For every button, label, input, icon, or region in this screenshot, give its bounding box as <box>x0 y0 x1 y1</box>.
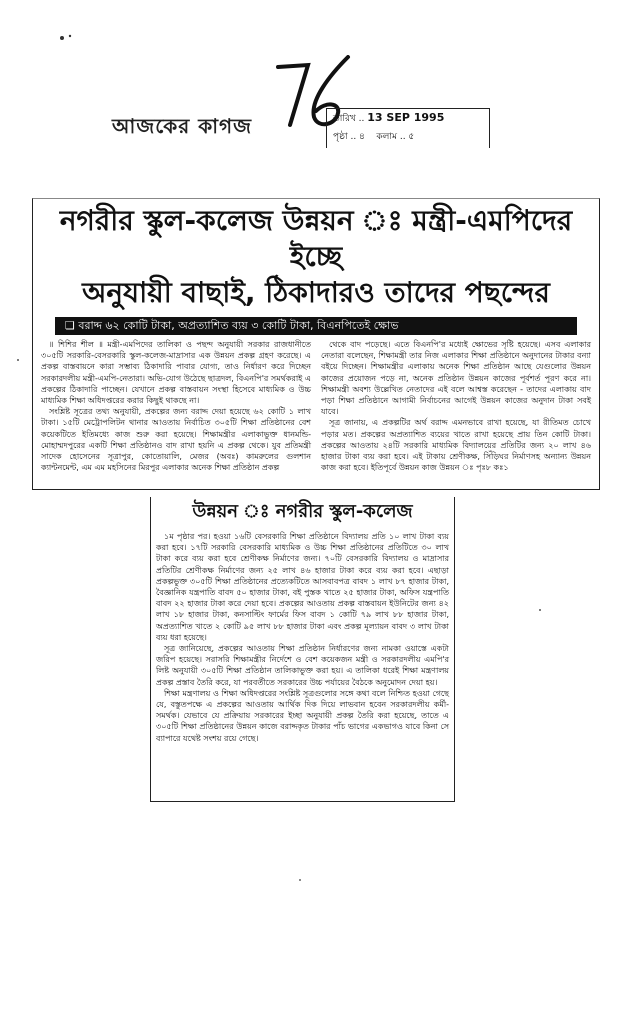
paragraph: ১ম পৃষ্ঠার পর। হওয়া ১৬টি বেসরকারি শিক্ষা প্রতিষ্ঠানে বিদ্যালয় প্রতি ১০ লাখ টাকা ব্যয় করা হবে। ১৭টি সরকারি বেসরকারি মাধ্যমিক ও উচ্চ শিক্ষা প্রতিষ্ঠানের প্রতিটিতে ৩০ লাখ টাকা করে ব্যয় করা হবে শ্রেণীকক্ষ নির্মাণের জন্য। ৭০টি বেসরকারি বিদ্যালয় ও মাদ্রাসার প্রতিটির শ্রেণীকক্ষ নির্মাণের জন্য ২৫ লাখ ৪৬ হাজার টাকা করে ব্যয় করা হবে। এছাড়া প্রকল্পভুক্ত ৩০৫টি শিক্ষা প্রতিষ্ঠানের প্রত্যেকটিতে আসবাবপত্র বাবদ ১ লাখ ৮৭ হাজার টাকা, বৈজ্ঞানিক যন্ত্রপাতি বাবদ ৫০ হাজার টাকা, বই পুস্তক খাতে ২৫ হাজার টাকা, অফিস যন্ত্রপাতি বাবদ ২২ হাজার টাকা করে দেয়া হবে। প্রকল্পের আওতায় প্রকল্প বাস্তবায়ন ইউনিটের জন্য ৪২ লাখ ১৮ হাজার টাকা, কনসাল্টিং ফার্মের ফিস বাবদ ১ কোটি ৭৯ লাখ ৮৮ হাজার টাকা, অপ্রত্যাশিত খাতে ২ কোটি ৯৫ লাখ ৮৮ হাজার টাকা এবং প্রকল্প মূল্যায়ন বাবদ ৩ লাখ টাকা ব্যয় ধরা হয়েছে। <box>156 532 449 642</box>
paragraph: সূত্র জানিয়েছে, প্রকল্পের আওতায় শিক্ষা প্রতিষ্ঠান নির্ধারণের জন্য নামকা ওয়াস্তে একটা জরিপ হয়েছে। সরাসরি শিক্ষামন্ত্রীর নির্দেশে ও বেশ কয়েকজন মন্ত্রী ও সরকারদলীয় এমপি'র লিষ্ট অনুযায়ী ৩০৫টি শিক্ষা প্রতিষ্ঠান তালিকাভুক্ত করা হয়। এ তালিকা ধরেই শিক্ষা মন্ত্রণালয় প্রকল্প প্রস্তাব তৈরি করে, যা পরবর্তীতে সরকারের উচ্চ পর্যায়ের বৈঠকে অনুমোদন দেয়া হয়। <box>156 644 449 687</box>
paragraph: শিক্ষা মন্ত্রণালয় ও শিক্ষা অধিদপ্তরের সংশ্লিষ্ট সূত্রগুলোর সঙ্গে কথা বলে নিশ্চিত হওয়া গেছে যে, বস্তুতপক্ষে এ প্রকল্পের আওতায় আর্থিক দিক দিয়ে লাভবান হবেন সরকারদলীয় কর্মী-সমর্থক। যেভাবে যে প্রক্রিয়ায় সরকারের ইচ্ছা অনুযায়ী প্রকল্প তৈরি করা হয়েছে, তাতে এ ৩০৫টি শিক্ষা প্রতিষ্ঠানের উন্নয়ন কাজে বরাদ্দকৃত টাকার পাঁচ ভাগের একভাগও যাবে কিনা সে ব্যাপারে যথেষ্ট সংশয় রয়ে গেছে। <box>156 688 449 743</box>
stamp-page-row: পৃষ্ঠা .. ৪ কলাম .. ৫ <box>333 132 415 142</box>
date-stamp <box>326 108 490 148</box>
date-label: তারিখ <box>333 114 356 124</box>
paragraph: ॥ শিশির শীল ॥ মন্ত্রী-এমপিদের তালিকা ও পছন্দ অনুযায়ী সরকার রাজধানীতে ৩০৫টি সরকারি-বেসরকারি স্কুল-কলেজ-মাদ্রাসার এক উন্নয়ন প্রকল্প গ্রহণ করেছে। এ প্রকল্প বাস্তবায়নে কারা সম্ভাব্য ঠিকাদারি পাবার যোগ্য, তাও নির্ধারণ করে দিচ্ছেন সরকারদলীয় মন্ত্রী-এমপি-নেতারা। অভি-যোগ উঠেছে ছাত্রদল, বিএনপি'র সমর্থকরাই এ প্রকল্পের ঠিকাদারি পাচ্ছেন। যেখানে প্রকল্প বাস্তবায়ন সংস্থা হিসেবে মাধ্যমিক ও উচ্চ মাধ্যমিক শিক্ষা অধিদপ্তরের করার কিছুই থাকছে না। <box>41 340 311 406</box>
page-number: ৪ <box>359 132 365 142</box>
column-label: কলাম <box>376 132 397 142</box>
headline-line-1: নগরীর স্কুল-কলেজ উন্নয়ন ঃ মন্ত্রী-এমপিদের ইচ্ছে <box>59 204 573 273</box>
article-left-column <box>41 339 311 473</box>
newspaper-masthead: আজকের কাগজ <box>112 114 253 138</box>
continuation-body <box>156 531 449 744</box>
page-label: পৃষ্ঠা <box>333 132 348 142</box>
main-article <box>32 198 600 490</box>
paragraph: থেকে বাদ পড়েছে। এতে বিএনপি'র মধ্যেই ক্ষোভের সৃষ্টি হয়েছে। এসব এলাকার নেতারা বলেছেন, শিক্ষামন্ত্রী তার নিজ এলাকার শিক্ষা প্রতিষ্ঠানে অনুদানের টাকার বন্যা বইয়ে দিচ্ছেন। শিক্ষামন্ত্রীর এলাকায় অনেক শিক্ষা প্রতিষ্ঠান আছে যেগুলোর উন্নয়ন কাজের প্রয়োজন পড়ে না, অনেক প্রতিষ্ঠান উন্নয়ন কাজের পূর্বশর্ত পূরণ করে না। শিক্ষামন্ত্রী অবশ্য উল্লেখিত নেতাদের এই বলে আশ্বস্ত করেছেন - তাদের এলাকায় বাদ পড়া শিক্ষা প্রতিষ্ঠানে আগামী নির্বাচনের আগেই উন্নয়ন কাজের অনুদান টাকা সবই যাবে। <box>321 340 591 417</box>
subheadline-bar: ❏ বরাদ্দ ৬২ কোটি টাকা, অপ্রত্যাশিত ব্যয় ৩ কোটি টাকা, বিএনপিতেই ক্ষোভ <box>55 317 577 335</box>
article-right-column <box>321 339 591 473</box>
headline-line-2: অনুযায়ী বাছাই, ঠিকাদারও তাদের পছন্দের <box>82 276 550 309</box>
stamp-date: 13 SEP 1995 <box>367 111 445 124</box>
stamp-date-row: তারিখ .. 13 SEP 1995 <box>333 111 445 124</box>
continuation-article <box>150 497 455 802</box>
paragraph: সূত্র জানায়, এ প্রকল্পটির অর্থ বরাদ্দ এমনভাবে রাখা হয়েছে, যা রীতিমত চোখে পড়ার মত। প্রকল্পের অপ্রত্যাশিত ব্যয়ের খাতে রাখা হয়েছে প্রায় তিন কোটি টাকা। প্রকল্পের আওতায় ২৪টি সরকারি মাধ্যমিক বিদ্যালয়ের প্রতিটির জন্য ২০ লাখ ৪৬ হাজার টাকা ব্যয় করা হবে। এই টাকায় শ্রেণীকক্ষ, সিঁড়িঘর নির্মাণসহ অন্যান্য উন্নয়ন কাজ করা হবে। ইতিপূর্বে উন্নয়ন কাজ উন্নয়ন ঃ পৃঃ৮ কঃ১ <box>321 418 591 473</box>
column-number: ৫ <box>408 132 415 142</box>
continuation-title: উন্নয়ন ঃ নগরীর স্কুল-কলেজ <box>192 501 413 522</box>
article-columns <box>41 339 591 473</box>
paragraph: সংশ্লিষ্ট সূত্রের তথ্য অনুযায়ী, প্রকল্পের জন্য বরাদ্দ দেয়া হয়েছে ৬২ কোটি ১ লাখ টাকা। ১৫টি মেট্রোপলিটন থানার আওতায় নির্বাচিত ৩০৫টি শিক্ষা প্রতিষ্ঠানের বেশ কয়েকটিতে ইতিমধ্যে কাজ শুরু করা হয়েছে। শিক্ষামন্ত্রীর এলাকাভুক্ত ধানমন্ডি-মোহাম্মদপুরের একটি শিক্ষা প্রতিষ্ঠানও বাদ রাখা হয়নি এ প্রকল্প থেকে। যুব প্রতিমন্ত্রী সাদেক হোসেনের সূত্রাপুর, কোতোয়ালি, মেজর (অবঃ) কামরুলের গুলশান ক্যান্টনমেন্ট, এম এম মহসিনের মিরপুর এলাকার অনেক শিক্ষা প্রতিষ্ঠান প্রকল্প <box>41 407 311 473</box>
